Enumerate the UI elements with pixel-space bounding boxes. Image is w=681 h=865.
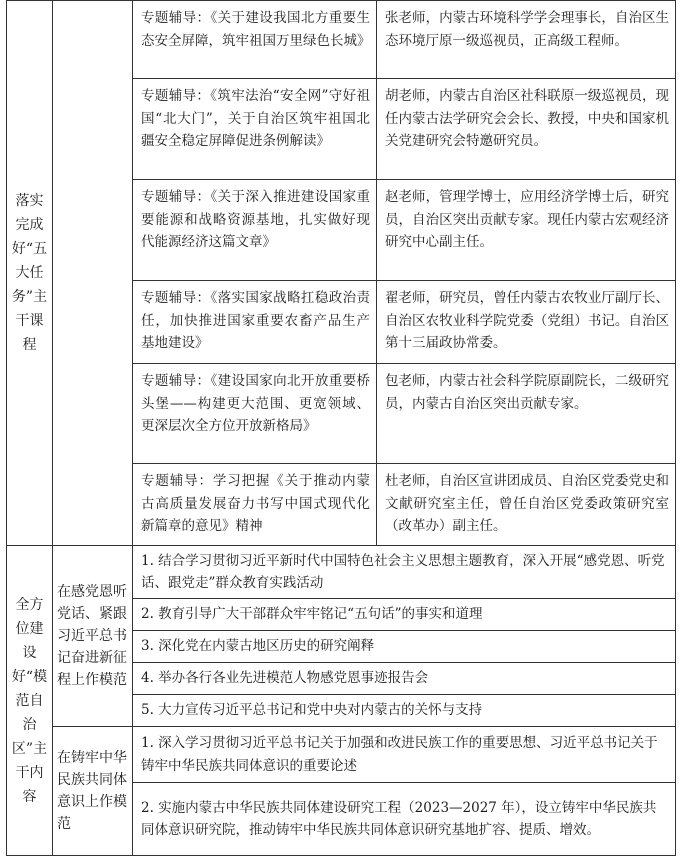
- topic-cell: 专题辅导：《关于建设我国北方重要生态安全屏障，筑牢祖国万里绿色长城》: [133, 1, 377, 79]
- teacher-cell: 赵老师，管理学博士，应用经济学博士后，研究员，自治区突出贡献专家。现任内蒙古宏观经济研究中心副主任。: [377, 180, 676, 281]
- table-row: [7, 727, 676, 783]
- sub-label-empty: [53, 1, 133, 546]
- table-row: [7, 1, 676, 79]
- table-row: [7, 546, 676, 599]
- group-label: 在感党恩听党话、紧跟习近平总书记奋进新征程上作模范: [53, 546, 133, 727]
- group-label: 在铸牢中华民族共同体意识上作模范: [53, 727, 133, 856]
- teacher-cell: 包老师，内蒙古社会科学院原副院长，二级研究员，内蒙古自治区突出贡献专家。: [377, 364, 676, 464]
- list-item: 2. 实施内蒙古中华民族共同体建设研究工程（2023—2027 年），设立铸牢中华民族共同体意识研究院，推动铸牢中华民族共同体意识研究基地扩容、提质、增效。: [133, 783, 676, 856]
- teacher-cell: 张老师，内蒙古环境科学学会理事长，自治区生态环境厅原一级巡视员，正高级工程师。: [377, 1, 676, 79]
- teacher-cell: 翟老师，研究员，曾任内蒙古农牧业厅副厅长、自治区农牧业科学院党委（党组）书记。自治区第十三届政协常委。: [377, 281, 676, 364]
- list-item: 2. 教育引导广大干部群众牢牢铭记“五句话”的事实和道理: [133, 599, 676, 631]
- section-label: 全方位建设好“模范自治区”主干内容: [7, 546, 53, 856]
- list-item: 1. 深入学习贯彻习近平总书记关于加强和改进民族工作的重要思想、习近平总书记关于铸牢中华民族共同体意识的重要论述: [133, 727, 676, 783]
- topic-cell: 专题辅导：学习把握《关于推动内蒙古高质量发展奋力书写中国式现代化新篇章的意见》精神: [133, 464, 377, 546]
- topic-cell: 专题辅导：《建设国家向北开放重要桥头堡——构建更大范围、更宽领域、更深层次全方位开放新格局》: [133, 364, 377, 464]
- list-item: 4. 举办各行各业先进模范人物感党恩事迹报告会: [133, 663, 676, 695]
- section-label: 落实完成好“五大任务”主干课程: [7, 1, 53, 546]
- curriculum-table: [6, 0, 676, 856]
- topic-cell: 专题辅导：《关于深入推进建设国家重要能源和战略资源基地，扎实做好现代能源经济这篇文章》: [133, 180, 377, 281]
- list-item: 5. 大力宣传习近平总书记和党中央对内蒙古的关怀与支持: [133, 695, 676, 727]
- list-item: 1. 结合学习贯彻习近平新时代中国特色社会主义思想主题教育，深入开展“感党恩、听党话、跟党走”群众教育实践活动: [133, 546, 676, 599]
- teacher-cell: 杜老师，自治区宣讲团成员、自治区党委党史和文献研究室主任，曾任自治区党委政策研究室（改革办）副主任。: [377, 464, 676, 546]
- list-item: 3. 深化党在内蒙古地区历史的研究阐释: [133, 631, 676, 663]
- topic-cell: 专题辅导：《落实国家战略扛稳政治责任，加快推进国家重要农畜产品生产基地建设》: [133, 281, 377, 364]
- teacher-cell: 胡老师，内蒙古自治区社科联原一级巡视员，现任内蒙古法学研究会会长、教授，中央和国家机关党建研究会特邀研究员。: [377, 79, 676, 180]
- topic-cell: 专题辅导：《筑牢法治“安全网”守好祖国“北大门”，关于自治区筑牢祖国北疆安全稳定屏障促进条例解读》: [133, 79, 377, 180]
